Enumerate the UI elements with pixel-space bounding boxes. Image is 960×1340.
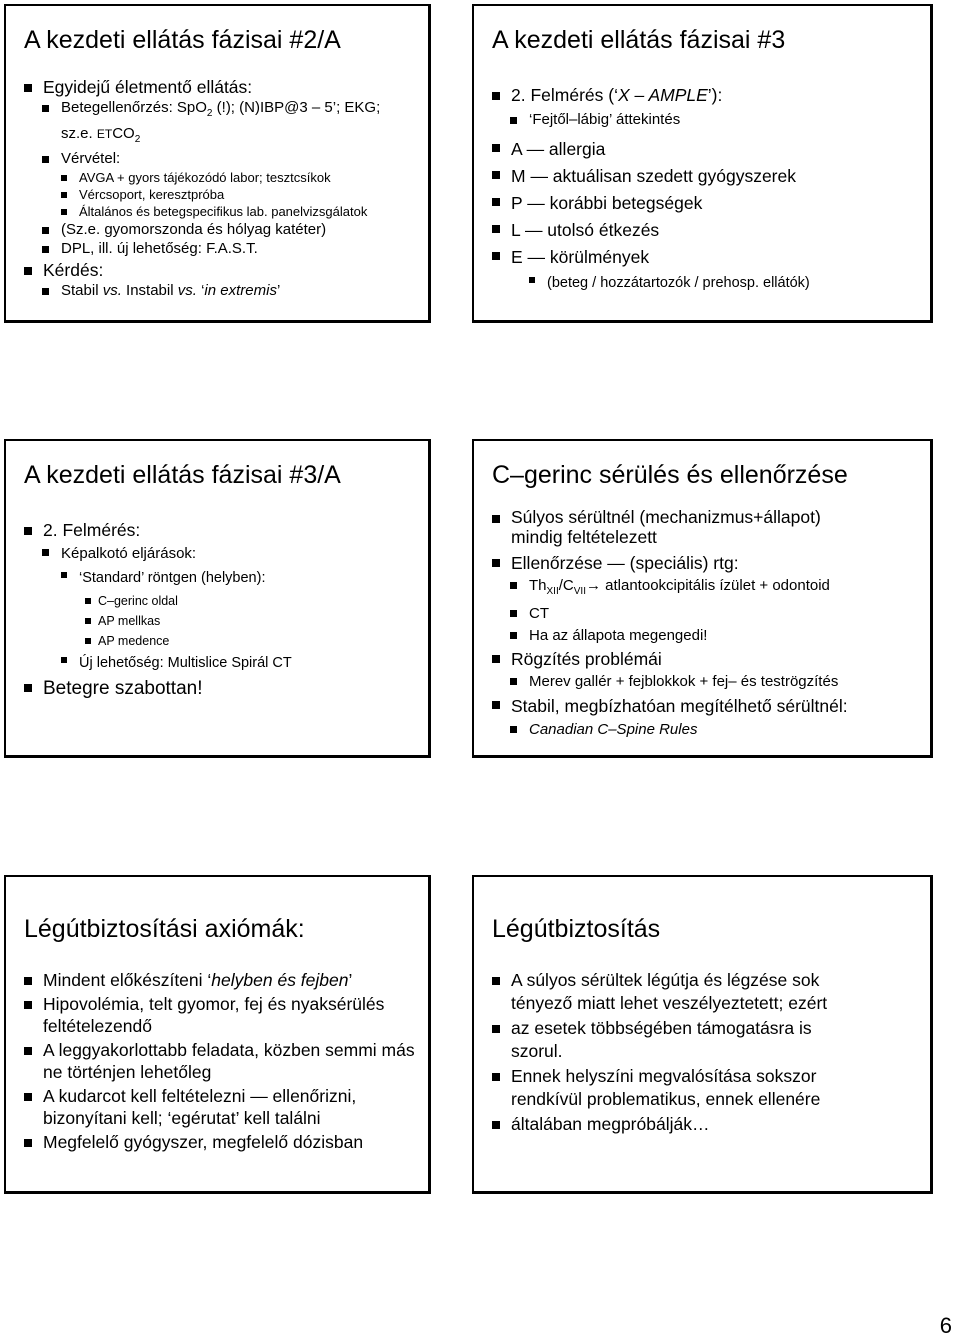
bullet-item: Ellenőrzése — (speciális) rtg: [492,551,922,575]
bullet-item: Általános és betegspecifikus lab. panelvizsgálatok [24,203,420,220]
bullet-item: Ha az állapota megengedi! [492,625,922,647]
slide-5 [4,875,431,1194]
slide-2 [472,4,933,323]
bullet-item: M — aktuálisan szedett gyógyszerek [492,163,922,190]
bullet-item: általában megpróbálják… [492,1113,860,1136]
bullet-item: Rögzítés problémái [492,647,922,671]
bullet-item: A kudarcot kell feltételezni — ellenőrizni, bizonyítani kell; ‘egérutat’ kell találni [24,1085,416,1129]
bullet-item: C–gerinc oldal [24,591,420,611]
bullet-item: E — körülmények [492,244,922,271]
bullet-item: CT [492,603,922,625]
bullet-item: ‘Standard’ röntgen (helyben): [24,566,420,591]
bullet-item: Stabil, megbízhatóan megítélhető sérültnél: [492,693,922,719]
bullet-item: Vérvétel: [24,149,420,169]
bullet-item: DPL, ill. új lehetőség: F.A.S.T. [24,239,420,259]
bullet-item: Merev gallér + fejblokkok + fej– és teströgzítés [492,671,922,693]
bullet-item: Mindent előkészíteni ‘helyben és fejben’ [24,969,416,991]
slide-title: Légútbiztosítás [492,915,661,943]
slide-1 [4,4,431,323]
bullet-item: Betegellenőrzés: SpO$_2$ (!); (N)IBP@3 – 5’; EKG; [24,98,420,124]
bullet-item: A leggyakorlottabb feladata, közben semmi más ne történjen lehetőleg [24,1039,416,1083]
bullet-item: AVGA + gyors tájékozódó labor; tesztcsíkok [24,169,420,186]
bullet-item: Stabil vs. Instabil vs. ‘in extremis’ [24,281,420,301]
bullet-item: az esetek többségében támogatásra is szorul. [492,1017,860,1063]
bullet-item: Megfelelő gyógyszer, megfelelő dózisban [24,1131,416,1153]
bullet-item: Képalkotó eljárások: [24,542,420,566]
bullet-item: A súlyos sérültek légútja és légzése sok tényező miatt lehet veszélyeztetett; ezért [492,969,860,1015]
bullet-item: Ennek helyszíni megvalósítása sokszor rendkívül problematikus, ennek ellenére [492,1065,860,1111]
bullet-item: L — utolsó étkezés [492,217,922,244]
slide-title: Légútbiztosítási axiómák: [24,915,305,943]
bullet-item: (beteg / hozzátartozók / prehosp. ellátók) [492,271,922,295]
bullet-item: 2. Felmérés: [24,519,420,541]
bullet-item: Hipovolémia, telt gyomor, fej és nyaksérülés feltételezendő [24,993,416,1037]
bullet-item: Súlyos sérültnél (mechanizmus+állapot) mindig feltételezett [492,507,861,547]
bullet-item: AP medence [24,631,420,651]
bullet-item: P — korábbi betegségek [492,190,922,217]
slide-title: A kezdeti ellátás fázisai #2/A [24,26,341,54]
slide-title: A kezdeti ellátás fázisai #3/A [24,461,341,489]
bullet-item: Kérdés: [24,259,420,281]
page-number: 6 [939,1313,952,1338]
bullet-item: $Th_{XII}/C_{VII}\to$ atlantookcipitális ízület + odontoid [492,575,922,603]
bullet-item: Betegre szabottan! [24,676,420,702]
slide-4 [472,439,933,758]
slide-6 [472,875,933,1194]
bullet-item: (Sz.e. gyomorszonda és hólyag katéter) [24,220,420,240]
slide-title: A kezdeti ellátás fázisai #3 [492,26,786,54]
bullet-item: AP mellkas [24,611,420,631]
slide-title: C–gerinc sérülés és ellenőrzése [492,461,848,489]
bullet-item: ‘Fejtől–lábig’ áttekintés [492,110,922,130]
bullet-item: 2. Felmérés (‘X – AMPLE’): [492,84,922,106]
bullet-item: A — allergia [492,136,922,163]
bullet-item-continuation: sz.e. $ETCO_2$ [61,124,141,145]
bullet-item: Új lehetőség: Multislice Spirál CT [24,651,420,676]
bullet-item: Canadian C–Spine Rules [492,719,922,741]
slide-3 [4,439,431,758]
bullet-item: Egyidejű életmentő ellátás: [24,76,420,98]
bullet-item: Vércsoport, keresztpróba [24,186,420,203]
